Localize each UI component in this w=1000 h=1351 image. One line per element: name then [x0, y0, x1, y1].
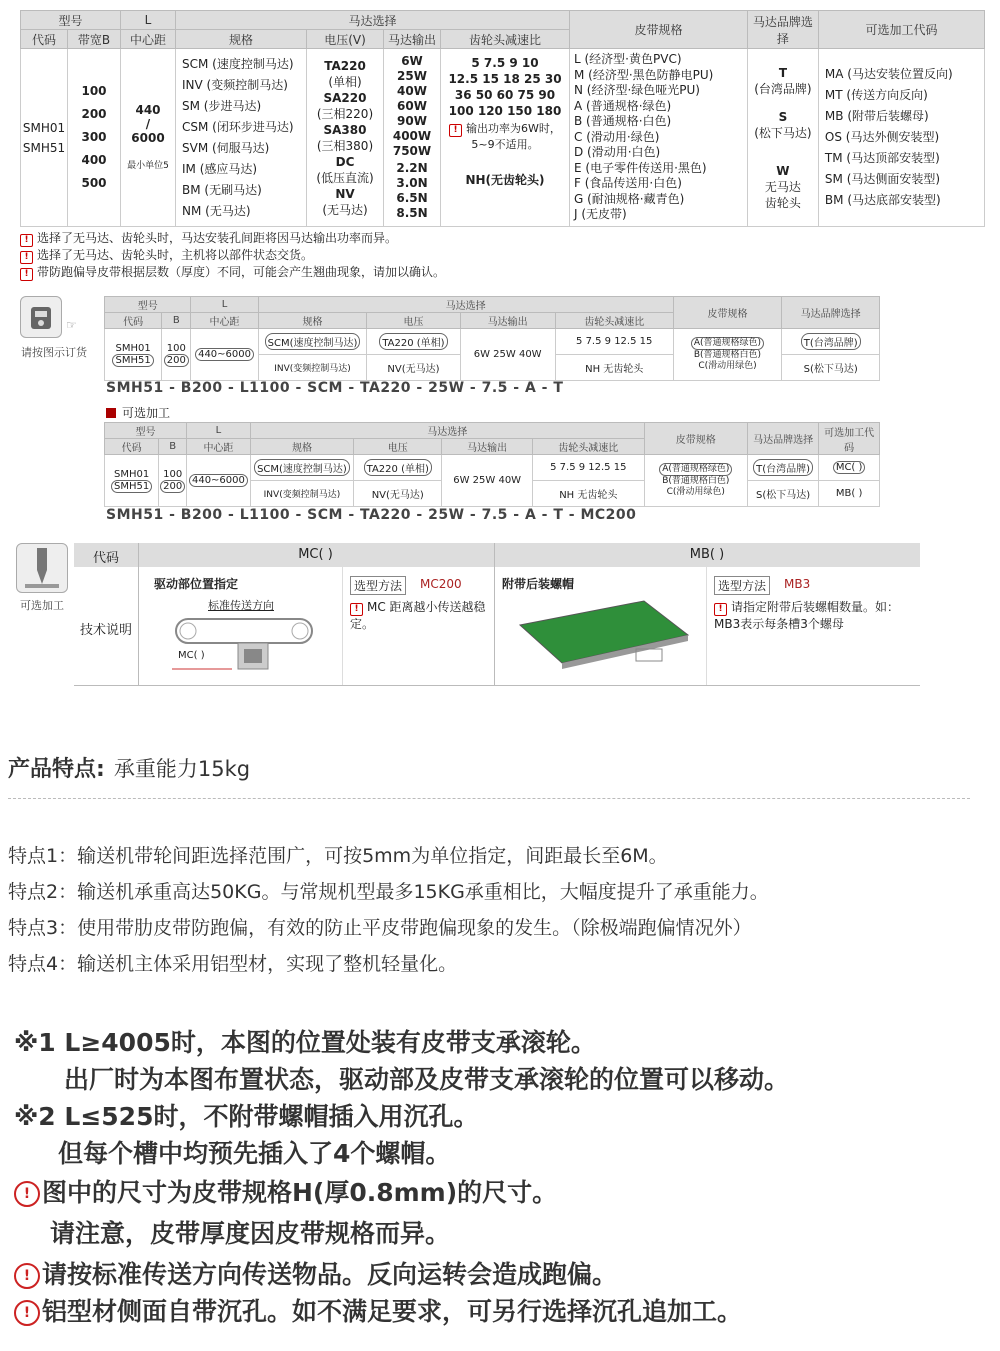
o-volt1: TA220 (单相) — [354, 455, 442, 481]
belt-specs — [570, 49, 748, 227]
brand-code: S — [778, 109, 788, 124]
oh-center: 中心距 — [191, 313, 258, 329]
o-spec2: INV(变频控制马达) — [250, 481, 353, 507]
voltage: (低压直流) — [316, 170, 374, 185]
o-outs: 6W 25W 40W — [442, 455, 532, 507]
hdr-center: 中心距 — [121, 30, 176, 49]
addon-label: 可选加工 — [20, 599, 64, 612]
oh-center: 中心距 — [187, 439, 251, 455]
oh-brand: 马达品牌选择 — [782, 297, 880, 329]
o-belts: A(普通规格绿色) B(普通规格白色) C(滑动用绿色) — [644, 455, 747, 507]
oh-motor: 马达选择 — [250, 423, 644, 439]
mc-example: MC200 — [420, 577, 462, 591]
belt-item: B (普通规格·白色) — [574, 114, 672, 129]
warning-icon: ! — [14, 1300, 40, 1326]
o-volt1: TA220 (单相) — [367, 329, 460, 355]
belt-item: D (滑动用·白色) — [574, 145, 661, 160]
belt-item: F (食品传送用·白色) — [574, 176, 682, 191]
feature-item: 特点1：输送机带轮间距选择范围广，可按5mm为单位指定，间距最长至6M。 — [8, 845, 668, 867]
option-codes — [818, 49, 984, 227]
hdr-L: L — [121, 11, 176, 30]
belt-nut-diagram — [514, 593, 694, 673]
width-2: 200 — [81, 107, 107, 121]
phone-icon — [20, 296, 62, 338]
voltages — [307, 49, 384, 227]
addon-mc-hdr: MC( ) — [298, 547, 333, 562]
addon-table — [74, 543, 920, 686]
oh-B: B — [159, 439, 187, 455]
belt-item: J (无皮带) — [574, 207, 627, 222]
addon-icon-box — [14, 543, 70, 613]
hdr-belt: 皮带规格 — [570, 11, 748, 49]
belt-item: A (普通规格·绿色) — [574, 98, 672, 113]
widths — [68, 49, 121, 227]
o-brand1: T(台湾品牌) — [782, 329, 880, 355]
motor-type: SM (步进马达) — [182, 98, 262, 113]
mc-direction: 标准传送方向 — [208, 599, 274, 612]
voltage: (三相380) — [316, 138, 374, 153]
opt-item: MB (附带后装螺母) — [824, 109, 929, 123]
voltage: (单相) — [328, 74, 362, 89]
width-4: 400 — [81, 153, 107, 167]
o-spec1: SCM(速度控制马达) — [258, 329, 367, 355]
gear-row: 100 120 150 180 — [448, 104, 562, 118]
oh-motor: 马达选择 — [258, 297, 673, 313]
mc-tag: MC( ) — [178, 650, 205, 661]
order-table-1 — [104, 296, 880, 381]
feature-item: 特点2：输送机承重高达50KG。与常规机型最多15KG承重相比，大幅度提升了承重能力。 — [8, 881, 769, 903]
oh-B: B — [162, 313, 191, 329]
brand-name: 无马达齿轮头 — [764, 179, 801, 210]
note: ! 选择了无马达、齿轮头时，马达安装孔间距将因马达输出功率而异。 — [20, 230, 445, 247]
mb-title: 附带后装螺帽 — [502, 577, 575, 591]
output: 90W — [397, 114, 427, 128]
bottom-notes — [14, 1024, 789, 1330]
addon-tech-label: 技术说明 — [79, 623, 132, 638]
o-volt2: NV(无马达) — [354, 481, 442, 507]
drill-icon — [16, 543, 68, 593]
features-heading: 产品特点: 承重能力15kg — [8, 757, 251, 782]
output: 60W — [397, 99, 427, 113]
features-title: 产品特点 — [8, 757, 97, 782]
output: 400W — [392, 129, 432, 143]
addon-code-hdr: 代码 — [92, 551, 119, 566]
oh-gear: 齿轮头减速比 — [532, 439, 644, 455]
code-2: SMH51 — [22, 140, 66, 155]
gear-row: 5 7.5 9 10 — [471, 56, 539, 70]
mb-select-method: 选型方法 — [714, 576, 770, 595]
gear-ratios — [441, 49, 570, 227]
motor-types — [176, 49, 307, 227]
o-spec2: INV(变频控制马达) — [258, 355, 367, 381]
feature-item: 特点3：使用带肋皮带防跑偏，有效的防止平皮带跑偏现象的发生。（除极端跑偏情况外） — [8, 917, 752, 939]
o-gears: 5 7.5 9 12.5 15 — [532, 455, 644, 481]
hdr-output: 马达输出 — [384, 30, 441, 49]
o-brand2: S(松下马达) — [747, 481, 818, 507]
hdr-brand: 马达品牌选择 — [747, 11, 818, 49]
oh-belt: 皮带规格 — [644, 423, 747, 455]
belt-item: L (经济型·黄色PVC) — [574, 52, 682, 67]
width-1: 100 — [81, 84, 107, 98]
opt-title: 可选加工 — [106, 404, 170, 421]
warning-icon: ! — [14, 1263, 40, 1289]
o-gears: 5 7.5 9 12.5 15 — [555, 329, 673, 355]
bottom-note: 请按标准传送方向传送物品。反向运转会造成跑偏。 — [42, 1260, 618, 1289]
bottom-note: 图中的尺寸为皮带规格H(厚0.8mm)的尺寸。 — [42, 1178, 558, 1207]
mc-note: ! MC 距离越小传送越稳定。 — [350, 600, 486, 631]
oh-volt: 电压 — [367, 313, 460, 329]
oh-gear: 齿轮头减速比 — [555, 313, 673, 329]
belt-item: E (电子零件传送用·黑色) — [574, 160, 707, 175]
oh-belt: 皮带规格 — [673, 297, 782, 329]
feature-item: 特点4：输送机主体采用铝型材，实现了整机轻量化。 — [8, 953, 458, 975]
mb-example: MB3 — [784, 577, 811, 591]
o-B: 100 200 — [159, 455, 187, 507]
outputs — [384, 49, 441, 227]
bottom-note: 铝型材侧面自带沉孔。如不满足要求，可另行选择沉孔追加工。 — [42, 1297, 743, 1326]
output: 2.2N — [396, 161, 428, 175]
brand-name: (台湾品牌) — [754, 81, 812, 96]
o-outs: 6W 25W 40W — [460, 329, 555, 381]
o-L: 440~6000 — [191, 329, 258, 381]
features-list — [8, 838, 769, 982]
output: 40W — [397, 84, 427, 98]
L-values — [121, 49, 176, 227]
voltage: DC — [335, 154, 355, 169]
oh-spec: 规格 — [258, 313, 367, 329]
opt-item: TM (马达顶部安装型) — [824, 151, 940, 165]
voltage: (无马达) — [322, 202, 368, 217]
bottom-note: ※1 L≥4005时，本图的位置处装有皮带支承滚轮。 — [14, 1028, 596, 1057]
brand-name: (松下马达) — [754, 125, 812, 140]
motor-type: INV (变频控制马达) — [182, 77, 288, 92]
width-5: 500 — [81, 176, 107, 190]
motor-type: SVM (伺服马达) — [182, 140, 270, 155]
spec-table — [20, 10, 985, 227]
motor-type: BM (无刷马达) — [182, 182, 262, 197]
belt-item: N (经济型·绿色哑光PU) — [574, 83, 700, 98]
o-spec1: SCM(速度控制马达) — [250, 455, 353, 481]
oh-out: 马达输出 — [460, 313, 555, 329]
motor-type: NM (无马达) — [182, 203, 251, 218]
output: 8.5N — [396, 206, 428, 220]
hand-icon: ☞ — [66, 318, 77, 332]
oh-brand: 马达品牌选择 — [747, 423, 818, 455]
motor-type: CSM (闭环步进马达) — [182, 119, 294, 134]
voltage: SA220 — [323, 90, 367, 105]
o-nh: NH 无齿轮头 — [532, 481, 644, 507]
output: 750W — [392, 144, 432, 158]
o-code: SMH01 SMH51 — [105, 329, 162, 381]
L-sep: / — [145, 116, 151, 131]
belt-item: C (滑动用·绿色) — [574, 129, 660, 144]
hdr-motor: 马达选择 — [176, 11, 570, 30]
opt-item: MT (传送方向反向) — [824, 88, 928, 102]
oh-code: 代码 — [105, 313, 162, 329]
oh-spec: 规格 — [250, 439, 353, 455]
oh-model: 型号 — [105, 297, 191, 313]
mc-select-method: 选型方法 — [350, 576, 406, 595]
mb-note: ! 请指定附带后装螺帽数量。如：MB3表示每条槽3个螺母 — [714, 600, 900, 631]
o-volt2: NV(无马达) — [367, 355, 460, 381]
output: 3.0N — [396, 176, 428, 190]
output: 6W — [401, 54, 423, 68]
hdr-model: 型号 — [21, 11, 121, 30]
gear-nh: NH(无齿轮头) — [465, 173, 545, 187]
order-label: 请按图示订货 — [21, 346, 87, 359]
belt-item: G (耐油规格·藏青色) — [574, 191, 685, 206]
o-belts: A(普通规格绿色) B(普通规格白色) C(滑动用绿色) — [673, 329, 782, 381]
note: ! 选择了无马达、齿轮头时，主机将以部件状态交货。 — [20, 247, 445, 264]
oh-L: L — [187, 423, 251, 439]
output: 6.5N — [396, 191, 428, 205]
gear-row: 12.5 15 18 25 30 — [448, 72, 562, 86]
o-L: 440~6000 — [187, 455, 251, 507]
output: 25W — [397, 69, 427, 83]
conveyor-diagram — [170, 613, 320, 675]
opt-item: OS (马达外侧安装型) — [824, 130, 940, 144]
brands — [747, 49, 818, 227]
o-brand1: T(台湾品牌) — [747, 455, 818, 481]
oh-volt: 电压 — [354, 439, 442, 455]
order-example-2: SMH51 - B200 - L1100 - SCM - TA220 - 25W - 7.5 - A - T - MC200 — [106, 507, 637, 523]
bottom-note: 但每个槽中均预先插入了4个螺帽。 — [58, 1139, 451, 1168]
width-3: 300 — [81, 130, 107, 144]
o-opt1: MC( ) — [819, 455, 880, 481]
bottom-note: 出厂时为本图布置状态，驱动部及皮带支承滚轮的位置可以移动。 — [64, 1065, 790, 1094]
voltage: SA380 — [323, 122, 367, 137]
o-code: SMH01 SMH51 — [105, 455, 159, 507]
oh-model: 型号 — [105, 423, 187, 439]
o-nh: NH 无齿轮头 — [555, 355, 673, 381]
note: ! 带防跑偏导皮带根据层数（厚度）不同，可能会产生翘曲现象，请加以确认。 — [20, 264, 445, 281]
opt-item: BM (马达底部安装型) — [824, 193, 941, 207]
voltage: NV — [335, 186, 355, 201]
motor-type: SCM (速度控制马达) — [182, 56, 294, 71]
opt-item: SM (马达侧面安装型) — [824, 172, 941, 186]
order-table-2 — [104, 422, 880, 507]
L-max: 6000 — [131, 130, 165, 145]
voltage: TA220 — [324, 58, 366, 73]
motor-type: IM (感应马达) — [182, 161, 258, 176]
oh-out: 马达输出 — [442, 439, 532, 455]
order-guide — [14, 296, 94, 360]
gear-row: 36 50 60 75 90 — [454, 88, 556, 102]
oh-opt: 可选加工代码 — [819, 423, 880, 455]
bottom-note: ※2 L≤525时，不附带螺帽插入用沉孔。 — [14, 1102, 479, 1131]
o-B: 100 200 — [162, 329, 191, 381]
warning-icon: ! — [14, 1181, 40, 1207]
bottom-note: 请注意，皮带厚度因皮带规格而异。 — [50, 1219, 451, 1248]
voltage: (三相220) — [316, 106, 374, 121]
hdr-code: 代码 — [21, 30, 68, 49]
oh-code: 代码 — [105, 439, 159, 455]
o-brand2: S(松下马达) — [782, 355, 880, 381]
brand-code: T — [778, 65, 788, 80]
brand-code: W — [776, 163, 790, 178]
gear-note: ! 输出功率为6W时，5~9不适用。 — [441, 119, 569, 154]
L-min: 440 — [135, 102, 161, 117]
hdr-width: 带宽B — [68, 30, 121, 49]
hdr-spec: 规格 — [176, 30, 307, 49]
L-unit: 最小单位5 — [127, 160, 169, 171]
o-opt2: MB( ) — [819, 481, 880, 507]
code-1: SMH01 — [22, 120, 66, 135]
addon-mb-hdr: MB( ) — [689, 547, 725, 562]
oh-L: L — [191, 297, 258, 313]
opt-item: MA (马达安装位置反向) — [824, 67, 953, 81]
belt-item: M (经济型·黑色防静电PU) — [574, 67, 714, 82]
order-example-1: SMH51 - B200 - L1100 - SCM - TA220 - 25W - 7.5 - A - T — [106, 380, 564, 396]
model-codes — [21, 49, 68, 227]
hdr-voltage: 电压(V) — [307, 30, 384, 49]
features-sub: 承重能力15kg — [113, 757, 251, 781]
hdr-opt: 可选加工代码 — [818, 11, 984, 49]
mc-title: 驱动部位置指定 — [154, 577, 239, 591]
hdr-gear: 齿轮头减速比 — [441, 30, 570, 49]
spec-notes — [20, 230, 445, 281]
